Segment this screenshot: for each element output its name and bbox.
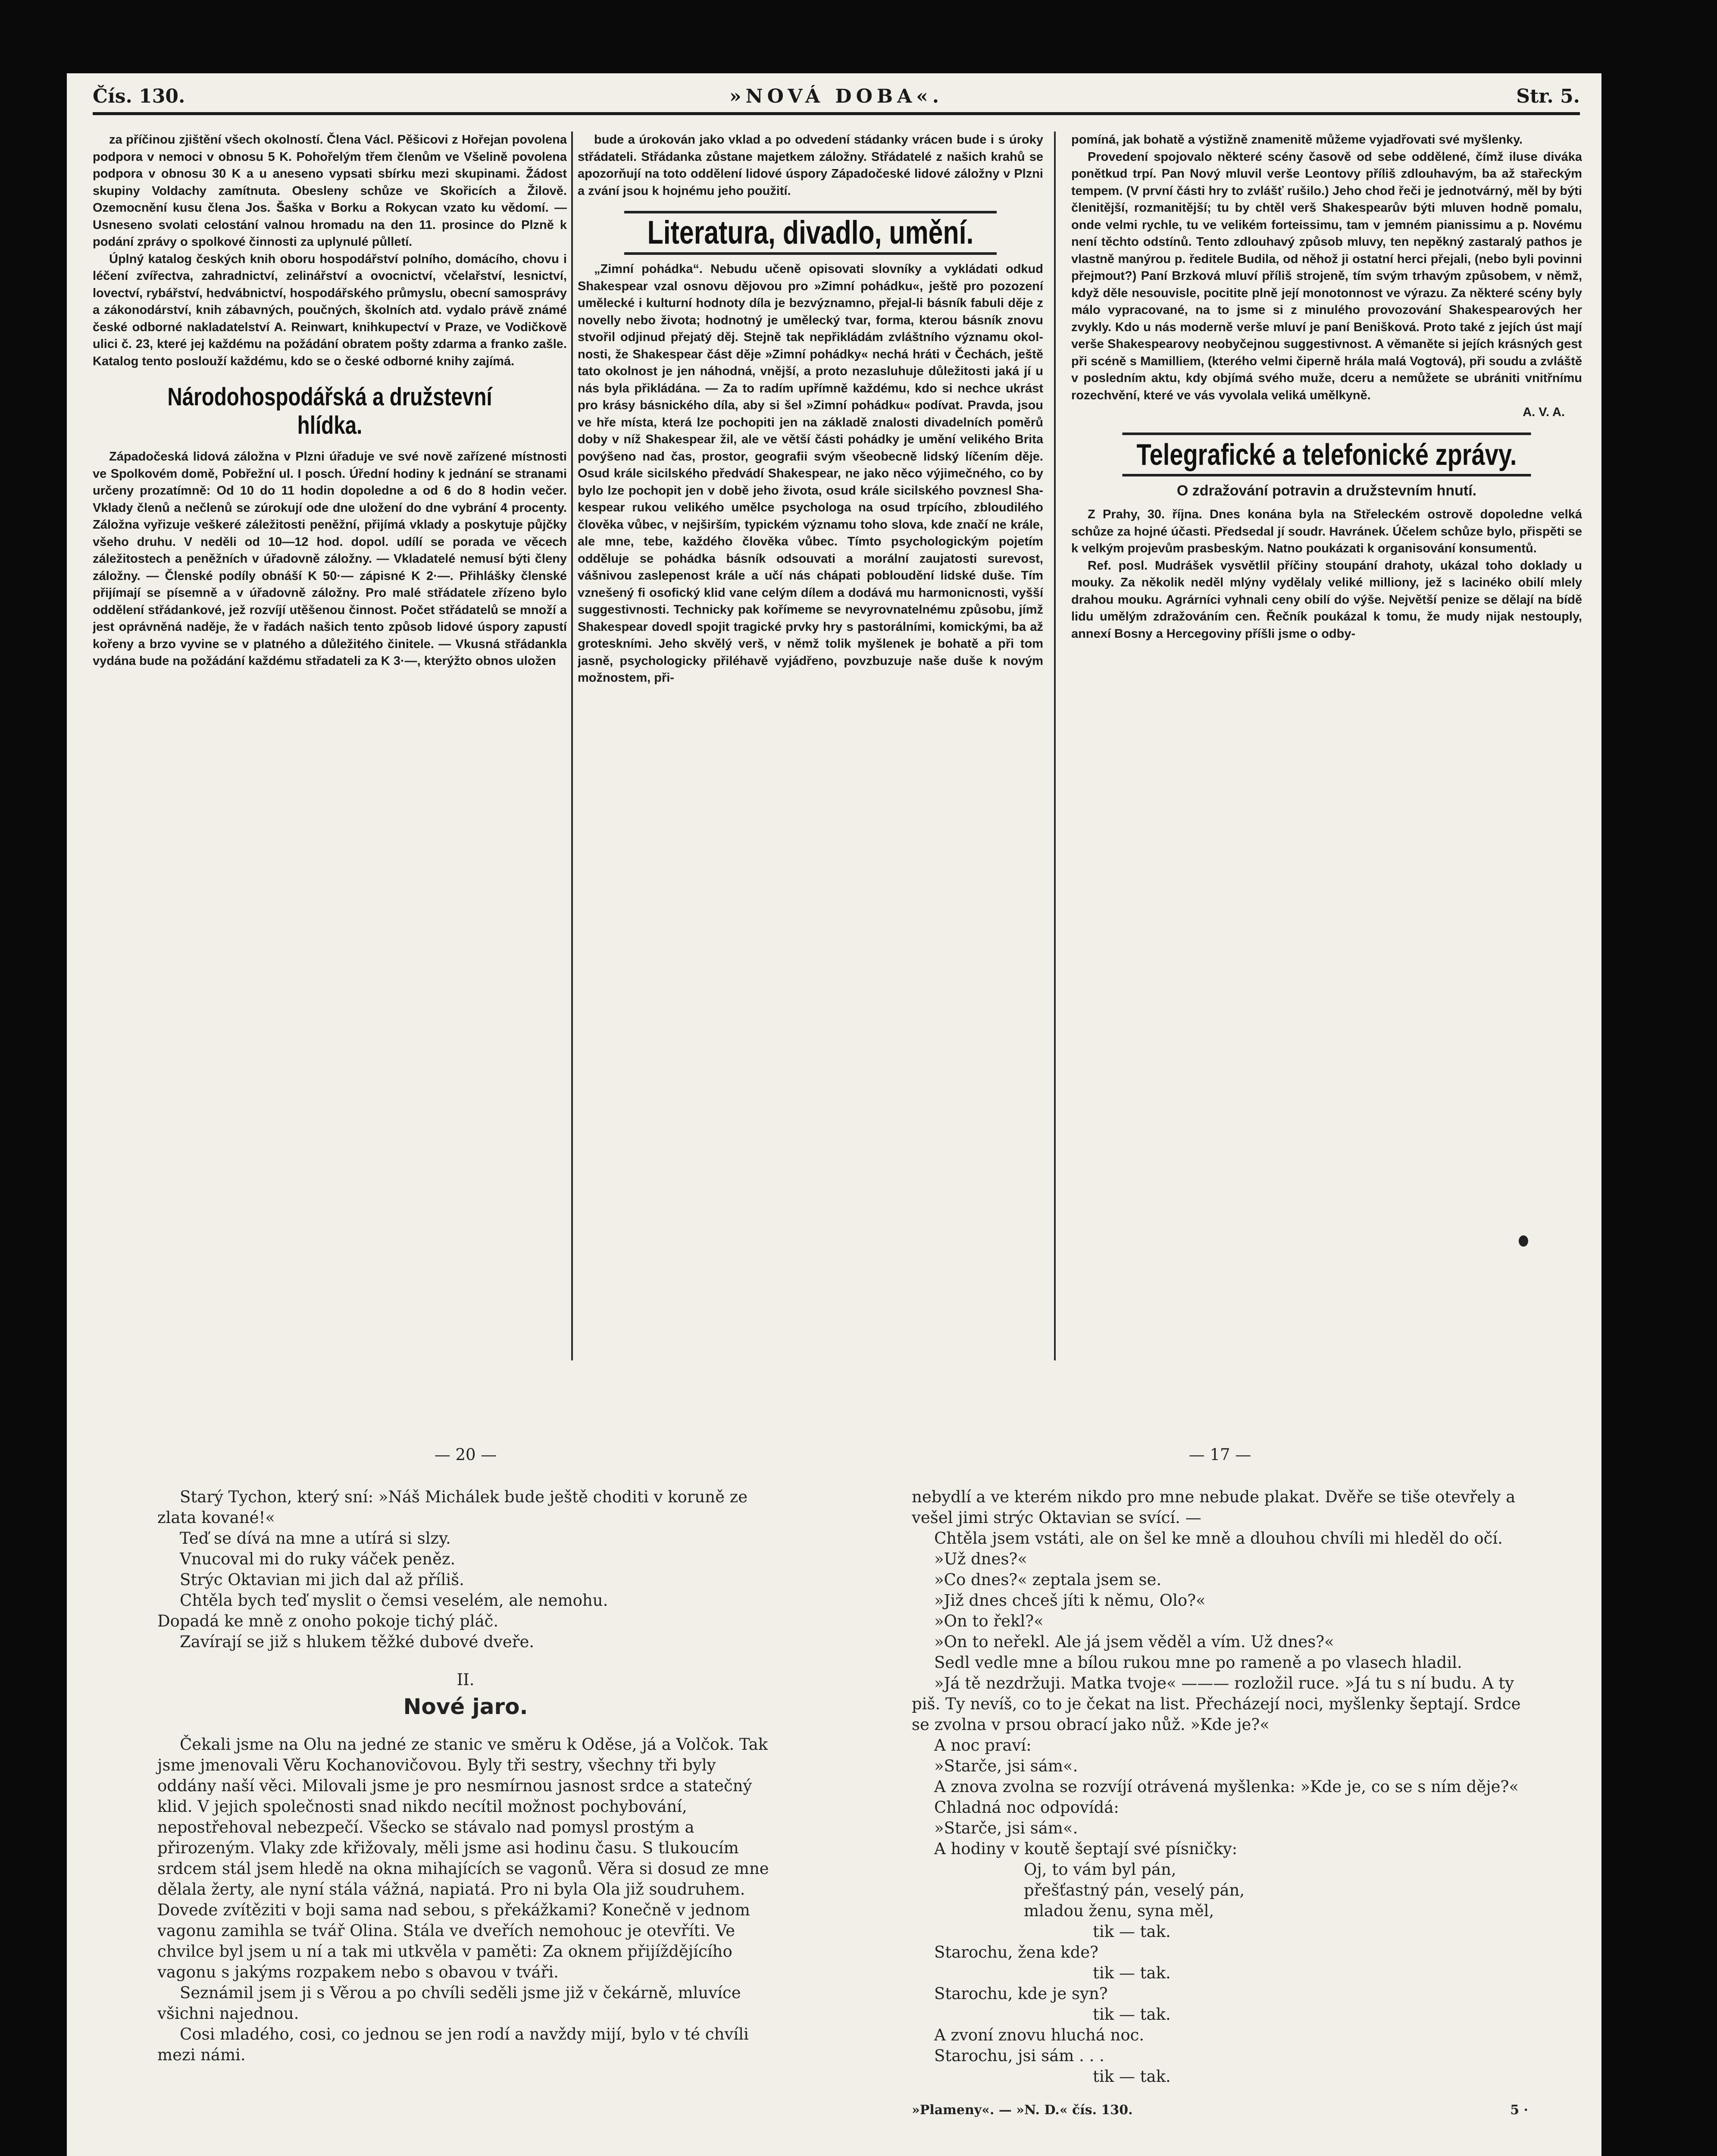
section-title-economy: Národohospodářská a družstevní hlídka. bbox=[167, 383, 492, 439]
column-3 bbox=[1071, 132, 1582, 1360]
chapter-number: II. bbox=[457, 1670, 475, 1689]
author-signature: A. V. A. bbox=[1523, 405, 1565, 419]
song-refrain: tik — tak. bbox=[1093, 2005, 1171, 2024]
column-1 bbox=[93, 132, 567, 1360]
masthead-title: »NOVÁ DOBA«. bbox=[729, 85, 944, 107]
column-divider bbox=[1054, 132, 1056, 1360]
column-2 bbox=[578, 132, 1043, 1360]
prose-line: Strýc Oktavian mi jich dal až příliš. bbox=[180, 1570, 464, 1589]
dialogue-line: »Už dnes?« bbox=[934, 1550, 1027, 1568]
prose-line: Chladná noc odpovídá: bbox=[934, 1798, 1119, 1817]
prose-paragraph: Seznámil jsem ji s Věrou a po chvíli seděli jsme již v čekárně, mluvíce všichni najednou. bbox=[157, 1984, 741, 2023]
footer-page: 5 · bbox=[1510, 2103, 1528, 2118]
issue-number: Čís. 130. bbox=[93, 85, 185, 107]
column-divider bbox=[571, 132, 573, 1360]
prose-line: Dopadá ke mně z onoho pokoje tichý pláč. bbox=[157, 1612, 499, 1630]
savings-bank-notice: Západočeská lidová záložna v Plzni úřaduje ve své nově zařízené místnosti ve Spolkovém domě, Pobřežní ul. I posch. Úřední hodiny k jednání se stranami určeny prozatímně: Od 10 do 11 hodin dopoledne a od 6 do 8 hodin večer. Vklady členů a nečlenů se zúrokují ode dne uložení do dne vybrání 4 procenty. Záložna vyřizuje veškeré záležitosti peněžní, přijímá vklady a poskytuje půjčky všeho druhu. V neděli od 10—12 hod. dopol. udílí se porada ve věcech záležitostech a peněžních v úřadovně záložny. — Vkladatelé nemusí býti členy záložny. — Členské podíly obnáší K 50·— zápisné K 2·—. Přihlášky členské přijímají se písemně a v úřadovně záložny. Pro malé střádatele zřízeno bylo oddělení střádankové, jež rozvíjí utěšenou činnost. Počet střádatelů se množí a jest oprávněná naděje, že v řadách našich tento způsob lidové úspory zapustí kořeny a brzo vyvine se v platného a důležitého činitele. — Vkusná střádankla vydána bude na požádání každému střadateli za K 3·—, kterýžto obnos uložen bbox=[93, 450, 567, 668]
song-line: přešťastný pán, veselý pán, bbox=[1024, 1881, 1245, 1899]
supplement-page-number: — 20 — bbox=[434, 1445, 497, 1464]
prose-paragraph: Čekali jsme na Olu na jedné ze stanic ve směru k Oděse, já a Volčok. Tak jsme jmenovali Věru Kochanovičovou. Byly tři sestry, všechny tři byly oddány naší věci. Milovali jsme je pro nesmírnou jasnost srdce a statečný klid. V jejich společnosti snad nikdo necítil možnost pochybování, nepostřehoval nebezpečí. Všecko se stávalo nad pomysl prostým a přirozeným. Vlaky zde křižovaly, měli jsme asi hodinu času. S tlukoucím srdcem stál jsem hledě na okna mihajících se vagonů. Věra si dosud ze mne dělala žerty, ale nyní stála vážná, napiatá. Pro ni byla Ola již soudruhem. Dovede zvítěziti v boji sama nad sebou, s překážkami? Konečně v jednom vagonu zamihla se tvář Olina. Stála ve dveřích nemohouc je otevříti. Ve chvilce byl jsem u ní a tak mi utkvěla v paměti: Za oknem přijíždějícího vagonu s jakýms rozpakem nebo s obavou v tváři. bbox=[157, 1735, 769, 1981]
article-subtitle: O zdražování potravin a družstevním hnutí. bbox=[1176, 482, 1477, 499]
dialogue-line: »On to řekl?« bbox=[934, 1612, 1044, 1630]
prose-paragraph: Starý Tychon, který sní: »Náš Michálek bude ještě choditi v koruně ze zlata kované!« bbox=[157, 1488, 748, 1527]
dialogue-line: »Co dnes?« zeptala jsem se. bbox=[934, 1570, 1162, 1589]
catalog-notice: Úplný katalog českých knih oboru hospodářství polního, domácího, chovu i léčení zvířectva, zahradnictví, zelinářství a ovocnictví, včelařství, lesnictví, lovectví, rybářství, hedvábnictví, hospodářského průmyslu, obecní samosprávy a zákonodárství, knih zábavných, poučných, školních atd. vydalo právě známé české odborné nakladatelství A. Reinwart, knihkupectví v Praze, ve Vodičkově ulici č. 23, které jej každému na požádání obratem pošty zdarma a franko zašle. Katalog tento poslouží každému, kdo se o české odborné knihy zajímá. bbox=[93, 252, 567, 368]
page-header bbox=[93, 82, 1580, 115]
song-refrain: tik — tak. bbox=[1093, 1922, 1171, 1941]
news-text: Ref. posl. Mudrášek vysvětlil příčiny stoupání drahoty, ukázal toho doklady u mouky. Za několik neděl mlýny vydělaly veliké milliony, jež s lacinéko obilí mlely drahou mouku. Agrárníci vyhnali ceny obilí do výše. Největší penize se dělají na bídě lidu umělým zdražováním cen. Řečník poukázal k tomu, že mudy nijak nestouply, annexí Bosny a Hercegoviny příšli jsme o odby- bbox=[1071, 558, 1582, 641]
section-banner-literature: Literatura, divadlo, umění. bbox=[624, 211, 997, 255]
dialogue-line: »On to neřekl. Ale já jsem věděl a vím. Už dnes?« bbox=[934, 1633, 1334, 1651]
prose-paragraph: Cosi mladého, cosi, co jednou se jen rodí a navždy mijí, bylo v té chvíli mezi námi. bbox=[157, 2025, 749, 2064]
dialogue-line: »Starče, jsi sám«. bbox=[934, 1819, 1078, 1837]
song-line: Oj, to vám byl pán, bbox=[1024, 1860, 1176, 1879]
article-text: bude a úrokován jako vklad a po odvedení stádanky vrácen bude i s úroky střádateli. Střádanka zůstane majetkem záložny. Střádatelé z našich krahů se apozorňují na toto oddělení lidové úspory Západočeské lidové záložny v Plzni a zvání jsou k hojnému jeho použití. bbox=[578, 133, 1043, 198]
song-line: Starochu, žena kde? bbox=[934, 1943, 1099, 1962]
song-line: Starochu, kde je syn? bbox=[934, 1984, 1108, 2003]
supplement-footer bbox=[912, 2100, 1528, 2121]
prose-paragraph: »Já tě nezdržuji. Matka tvoje« ——— rozložil ruce. »Já tu s ní budu. A ty piš. Ty nevíš, co to je čekat na list. Přecházejí noci, myšlenky šeptají. Srdce se zvolna v prsou obrací jako nůž. »Kde je?« bbox=[912, 1674, 1521, 1734]
section-banner-telegraph: Telegrafické a telefonické zprávy. bbox=[1123, 432, 1531, 476]
article-text: za příčinou zjištění všech okolností. Člena Václ. Pěšicovi z Hořejan povolena podpora v nemoci v obnosu 5 K. Pohořelým třem členům ve Všelině povolena podpora v obnosu 30 K a u aneseno vypsati sbírku mezi skupinami. Žádost skupiny Voldachy zamítnuta. Obesleny schůze ve Skořicích a Žilově. Ozemocnění kusu člena Jos. Šaška v Borku a Rokycan vzato ku vědomí. — Usneseno svolati celostání valnou hromadu na den 11. prosince do Plzně k podání zprávy o spolkové činnosti za uplynulé půlletí. bbox=[93, 133, 567, 249]
song-line: A zvoní znovu hluchá noc. bbox=[934, 2026, 1145, 2044]
prose-paragraph: A znova zvolna se rozvíjí otrávená myšlenka: »Kde je, co se s ním děje?« bbox=[934, 1777, 1519, 1796]
page-number: Str. 5. bbox=[1516, 85, 1580, 107]
newspaper-page bbox=[67, 73, 1601, 2156]
prose-line: Vnucoval mi do ruky váček peněz. bbox=[180, 1550, 456, 1568]
prose-line: Chtěla bych teď myslit o čemsi veselém, ale nemohu. bbox=[180, 1591, 608, 1610]
article-text: pomíná, jak bohatě a výstižně znamenitě můžeme vyjadřovati své myšlenky. bbox=[1071, 133, 1523, 147]
song-line: Starochu, jsi sám . . . bbox=[934, 2046, 1104, 2065]
supplement-page-number: — 17 — bbox=[1188, 1445, 1251, 1464]
prose-line: Teď se dívá na mne a utírá si slzy. bbox=[180, 1529, 451, 1548]
prose-line: A noc praví: bbox=[934, 1736, 1032, 1755]
news-text: Z Prahy, 30. října. Dnes konána byla na Střeleckém ostrově dopoledne velká schůze za hojné účasti. Předsedal jí soudr. Havránek. Účelem schůze bylo, přispěti se k velkým projevům prasbeským. Natno poukázati k organisování konsumentů. bbox=[1071, 508, 1582, 555]
theatre-review-cont: Provedení spojovalo některé scény časově od sebe oddělené, čímž iluse diváka ponětkud trpí. Pan Nový mluvil verše Leontovy příliš zdlouhavým, ba až stařeckým tempem. (V první části hry to zvlášť rušilo.) Jeho chod řeči je jednotvárný, měl by býti členitější, rozmanitější; tu by chtěl verš Shakespearův býti mluven hodně pomalu, onde velmi rychle, tu ve velikém forteissimu, tam v jemném pianissimu a p. Novému není těchto odstínů. Tento zdlouhavý způsob mluvy, ten nepěkný zastaralý pathos je vlastně manýrou p. ředitele Budila, od něhož ji ostatní herci přejali, (nebo byli povinni přejmout?) Paní Brzková mluví příliš strojeně, tím svým trhavým způsobem, v němž, když děle nesouvisle, pocitite plně její monotonnost ve výrazu. Za některé scény byly málo vypracované, na to jsme si z minulého provozování Shakespearových her zvykly. Kdo u nás moderně verše mluví je paní Benišková. Proto také z jejích úst mají verše Shakespearovy neobyčejnou suggestivnost. A věmaněte si jejích krásných gest při scéně s Mamilliem, (kterého velmi čiperně hrála malá Vogtová), při soudu a zvláště v posledním aktu, kdy objímá svého muže, dceru a nemůžete se ubrániti vnitřnímu rozechvění, které ve vás vyvolala veliká umělkyně. bbox=[1071, 150, 1582, 402]
theatre-review: „Zimní pohádka“. Nebudu učeně opisovati slovníky a vykládati odkud Shakespear vzal osnovu dějovou pro »Zimní pohádku«, ještě pro pozození umělecké i kulturní hodnoty díla je bezvýznamno, přejal-li básník fabuli děje z novelly nebo života; hodnotný je umělecký tvar, forma, kterou básník znovu stvořil odjinud přejatý děj. Stejně tak nepřikládám zvláštního významu okolnosti, že Shakespear část děje »Zimní pohádky« nechá hráti v Čechách, ještě tato okolnost je jen náhodná, vnější, a proto nezasluhuje důležitosti jaká jí u nás byla přikládána. — Za to radím upřímně každému, kdo si nechce ukrást pro krásy básnického díla, aby si šel »Zimní pohádku« podívat. Pravda, jsou ve hře místa, která lze pochopiti jen na základě znalosti divadelních poměrů doby v níž Shakespear žil, ale ve větší části pohádky je umění velikého Brita povýšeno nad čas, prostor, geografii svým všeobecně lidský líčením děje. Osud krále sicilského předvádí Shakespear, ne jako něco výjimečného, co by bylo lze pochopit jen v době jeho života, osud krále sicilského povznesl Shakespear rukou velikého umělce psychologa na osud trpícího, zbloudilého člověka vůbec, v nejširším, typickém významu toho slova, kde značí ne krále, ale mne, tebe, každého člověka vůbec. Tímto psychologickým pojetím odděluje se pohádka básník odsouvati a morální zaujatosti surevost, vášnivou zaslepenost krále a učí nás chápati pobloudění lidské duše. Tím vznešený fi osofický klid vane celým dílem a dodává mu harmonicnosti, vyšší suggestivnosti. Technicky pak kořímeme se nevyrovnatelnému způsobu, jímž Shakespear dovedl spojit tragické prvky hry s pastorálními, komickými, ba až groteskními. Jeho skvělý verš, v němž tolik myšlenek je bohatě a při tom jasně, psychologicky přiléhavě vyjádřeno, povzbuzuje naše duše k novým možnostem, při- bbox=[578, 262, 1043, 685]
dialogue-line: »Již dnes chceš jíti k němu, Olo?« bbox=[934, 1591, 1206, 1610]
prose-line: A hodiny v koutě šeptají své písničky: bbox=[934, 1839, 1238, 1858]
supplement-left-page bbox=[157, 1445, 774, 2065]
song-line: mladou ženu, syna měl, bbox=[1024, 1902, 1214, 1920]
song-refrain: tik — tak. bbox=[1093, 1964, 1171, 1982]
prose-paragraph: Sedl vedle mne a bílou rukou mne po rameně a po vlasech hladil. bbox=[934, 1653, 1462, 1672]
dialogue-line: »Starče, jsi sám«. bbox=[934, 1757, 1078, 1775]
footer-source: »Plameny«. — »N. D.« čís. 130. bbox=[912, 2103, 1133, 2118]
chapter-title: Nové jaro. bbox=[403, 1694, 528, 1719]
prose-paragraph: nebydlí a ve kterém nikdo pro mne nebude plakat. Dvěře se tiše otevřely a vešel jimi strýc Oktavian se svící. — bbox=[912, 1488, 1516, 1527]
prose-line: Zavírají se již s hlukem těžké dubové dveře. bbox=[180, 1633, 535, 1651]
supplement-right-page bbox=[912, 1445, 1528, 2121]
prose-paragraph: Chtěla jsem vstáti, ale on šel ke mně a dlouhou chvíli mi hleděl do očí. bbox=[934, 1529, 1503, 1548]
ink-spot bbox=[1519, 1235, 1528, 1247]
song-refrain: tik — tak. bbox=[1093, 2067, 1171, 2086]
